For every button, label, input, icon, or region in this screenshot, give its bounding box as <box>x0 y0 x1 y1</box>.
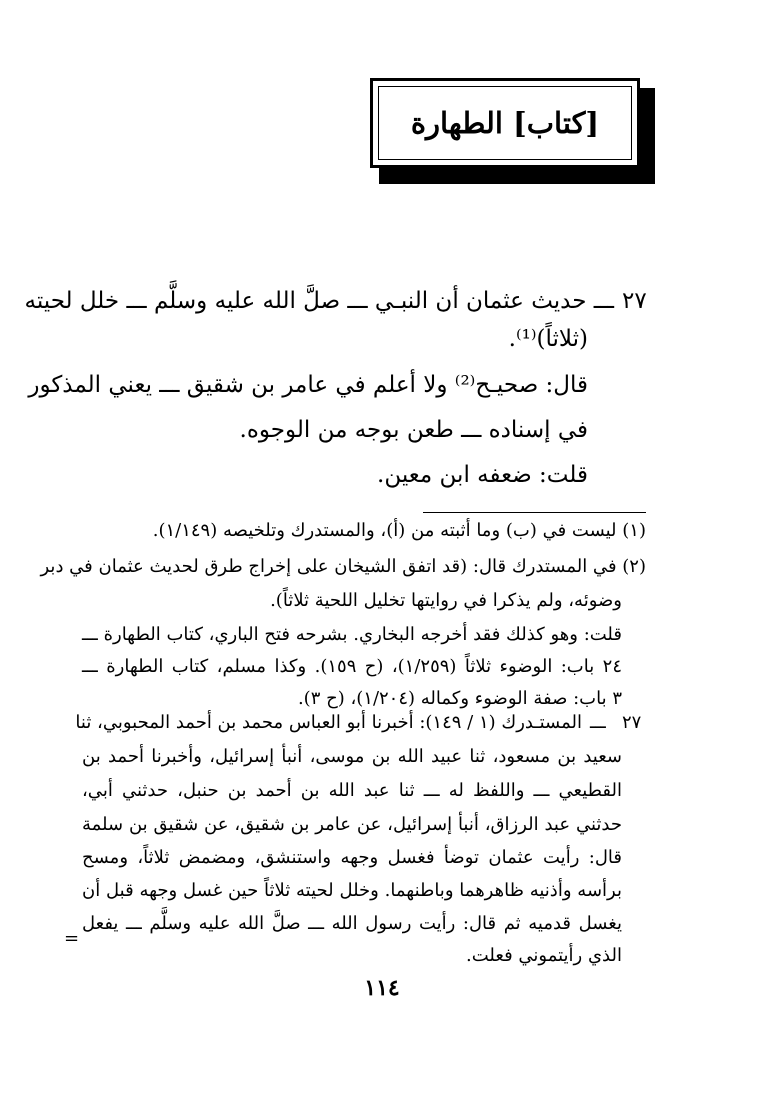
note-27-line-8: الذي رأيتموني فعلت. <box>466 945 622 966</box>
main-line-4: في إسناده ـــ طعن بوجه من الوجوه. <box>239 417 588 443</box>
note-27-number: ٢٧ <box>622 712 642 733</box>
note-27-line-7: يغسل قدميه ثم قال: رأيت رسول الله ـــ صلَّ الله عليه وسلَّم ـــ يفعل <box>82 913 622 934</box>
title-box-inner-frame <box>378 86 632 160</box>
footnote-2-line-1: (٢) في المستدرك قال: (قد اتفق الشيخان على إخراج طرق لحديث عثمان في دبر <box>40 556 646 577</box>
margin-mark: = <box>64 928 80 949</box>
note-27-line-1: المستـدرك (١ / ١٤٩): أخبرنا أبو العباس محمد بن أحمد المحبوبي، ثنا <box>75 712 582 733</box>
note-27-dash: ـــ <box>590 712 606 733</box>
title-box <box>370 78 640 168</box>
footnote-separator <box>423 512 646 513</box>
note-27-line-6: برأسه وأذنيه ظاهرهما وباطنهما. وخلل لحيته ثلاثاً حين غسل وجهه قبل أن <box>82 880 622 901</box>
main-line-2: (ثلاثاً)⁽¹⁾. <box>508 326 588 352</box>
note-27-line-4: حدثني عبد الرزاق، أنبأ إسرائيل، عن عامر بن شقيق، عن شقيق بن سلمة <box>82 814 622 835</box>
note-27-line-3: القطيعي ـــ واللفظ له ـــ ثنا عبد الله بن أحمد بن حنبل، حدثني أبي، <box>82 780 622 801</box>
footnote-2-line-3: قلت: وهو كذلك فقد أخرجه البخاري. بشرحه فتح الباري، كتاب الطهارة ـــ <box>82 624 622 645</box>
main-line-3: قال: صحيـح⁽²⁾ ولا أعلم في عامر بن شقيق ـــ يعني المذكور <box>28 372 588 398</box>
page-number: ١١٤ <box>364 975 400 1001</box>
main-line-5: قلت: ضعفه ابن معين. <box>377 462 588 488</box>
note-27-line-5: قال: رأيت عثمان توضأ فغسل وجهه واستنشق، ومضمض ثلاثاً، ومسح <box>82 847 622 868</box>
footnote-2-line-2: وضوئه، ولم يذكرا في روايتها تخليل اللحية ثلاثاً). <box>270 590 622 611</box>
main-line-1: ـــ حديث عثمان أن النبـي ـــ صلَّ الله عليه وسلَّم ـــ خلل لحيته <box>24 288 614 314</box>
footnote-1: (١) ليست في (ب) وما أثبته من (أ)، والمستدرك وتلخيصه (١/١٤٩). <box>152 520 646 541</box>
chapter-title: [كتاب] الطهارة <box>410 106 600 140</box>
note-27-line-2: سعيد بن مسعود، ثنا عبيد الله بن موسى، أنبأ إسرائيل، وأخبرنا أحمد بن <box>82 746 622 767</box>
footnote-2-line-5: ٣ باب: صفة الوضوء وكماله (١/٢٠٤)، (ح ٣). <box>297 688 622 709</box>
hadith-number: ٢٧ <box>622 288 647 314</box>
footnote-2-line-4: ٢٤ باب: الوضوء ثلاثاً (١/٢٥٩)، (ح ١٥٩). وكذا مسلم، كتاب الطهارة ـــ <box>82 656 622 677</box>
